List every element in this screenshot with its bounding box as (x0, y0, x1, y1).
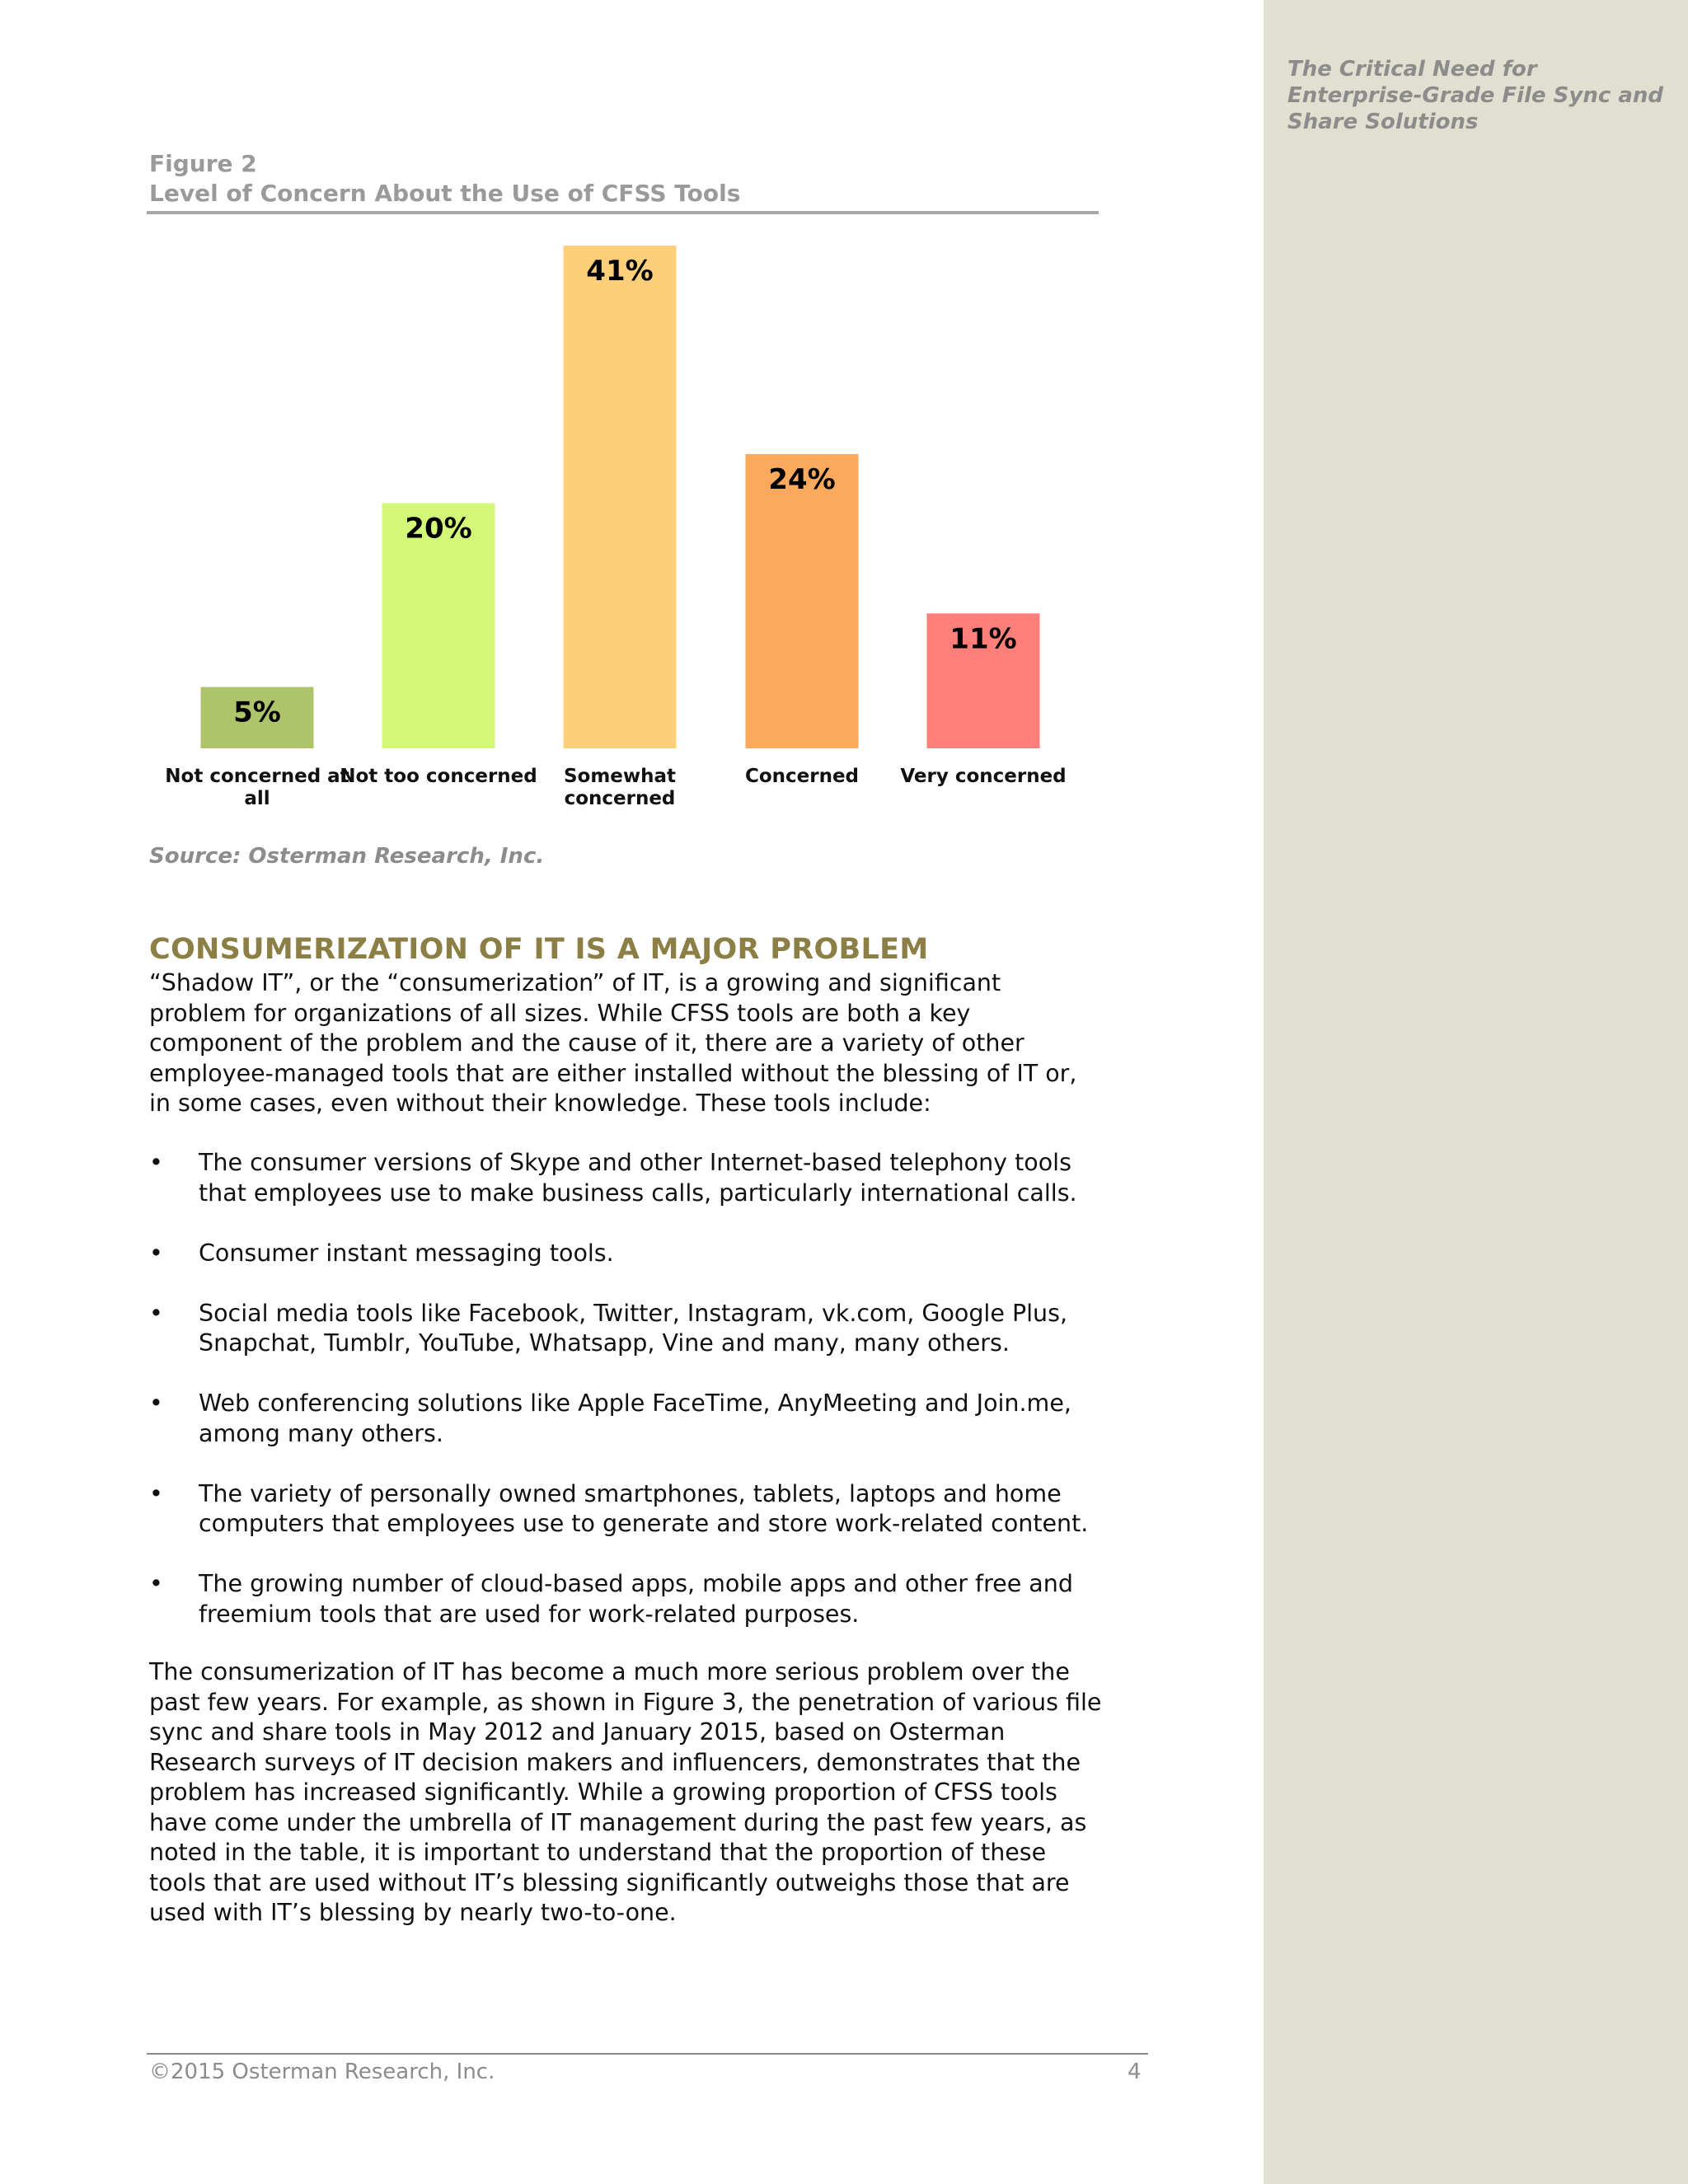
list-item-text: Web conferencing solutions like Apple FaceTime, AnyMeeting and Join.me, among many others. (199, 1390, 1071, 1447)
bar-value-label: 5% (233, 696, 281, 729)
footer-rule (147, 2053, 1148, 2055)
list-item (149, 1239, 1105, 1269)
category-label: Not too concerned (340, 766, 537, 787)
chart-bar (564, 246, 677, 748)
figure-source: Source: Osterman Research, Inc. (149, 844, 545, 869)
list-item (149, 1479, 1105, 1540)
chart-bar (746, 454, 859, 748)
figure-rule (147, 211, 1099, 214)
category-label: concerned (564, 788, 676, 809)
list-item (149, 1148, 1105, 1208)
category-label: Somewhat (563, 766, 677, 787)
category-label: Very concerned (900, 766, 1067, 787)
figure-label: Figure 2 (149, 150, 257, 177)
list-item (149, 1299, 1105, 1359)
closing-paragraph: The consumerization of IT has become a much more serious problem over the past few years. For example, as shown in Figure 3, the penetration of various file sync and share tools in May 2012 and January 2015, based on Osterman Research surveys of IT decision makers and influencers, demonstrates that the problem has increased significantly. While a growing proportion of CFSS tools have come under the umbrella of IT management during the past few years, as noted in the table, it is important to understand that the proportion of these tools that are used without IT’s blessing significantly outweighs those that are used with IT’s blessing by nearly two-to-one. (149, 1658, 1102, 1926)
category-label: Concerned (744, 766, 860, 787)
bar-value-label: 20% (405, 512, 472, 546)
bullet-icon: • (149, 1570, 163, 1597)
bullet-icon: • (149, 1390, 163, 1417)
list-item-text: The variety of personally owned smartphones, tablets, laptops and home computers that employees use to generate and store work-related content. (199, 1479, 1089, 1537)
list-item-text: Social media tools like Facebook, Twitter, Instagram, vk.com, Google Plus, Snapchat, Tumblr, YouTube, Whatsapp, Vine and many, many others. (199, 1299, 1068, 1357)
bullet-icon: • (149, 1149, 163, 1176)
category-label: Not concerned at (165, 766, 349, 787)
concern-bar-chart (147, 223, 1103, 824)
sidebar (1264, 0, 1688, 2184)
bullet-icon: • (149, 1299, 163, 1327)
bar-value-label: 11% (950, 622, 1017, 656)
bullet-icon: • (149, 1479, 163, 1507)
figure-title: Level of Concern About the Use of CFSS Tools (149, 180, 741, 207)
footer-copyright: ©2015 Osterman Research, Inc. (149, 2060, 495, 2084)
intro-paragraph: “Shadow IT”, or the “consumerization” of IT, is a growing and significant problem for organizations of all sizes. While CFSS tools are both a key component of the problem and the cause of it, there are a variety of other employee-managed tools that are either installed without the blessing of IT or, in some cases, even without their knowledge. These tools include: (149, 969, 1077, 1117)
section-heading: CONSUMERIZATION OF IT IS A MAJOR PROBLEM (149, 933, 929, 966)
list-item-text: The growing number of cloud-based apps, mobile apps and other free and freemium tools that are used for work-related purposes. (199, 1570, 1073, 1628)
tools-list (149, 1148, 1105, 1660)
list-item (149, 1389, 1105, 1449)
list-item-text: The consumer versions of Skype and other Internet-based telephony tools that employees use to make business calls, particularly international calls. (199, 1149, 1077, 1207)
list-item-text: Consumer instant messaging tools. (199, 1239, 614, 1267)
bar-value-label: 41% (586, 255, 654, 288)
document-title: The Critical Need for Enterprise-Grade File Sync and Share Solutions (1287, 57, 1663, 134)
bullet-icon: • (149, 1239, 163, 1267)
bar-value-label: 24% (768, 462, 836, 496)
category-label: all (244, 788, 270, 809)
list-item (149, 1569, 1105, 1629)
page-number: 4 (1128, 2060, 1142, 2084)
